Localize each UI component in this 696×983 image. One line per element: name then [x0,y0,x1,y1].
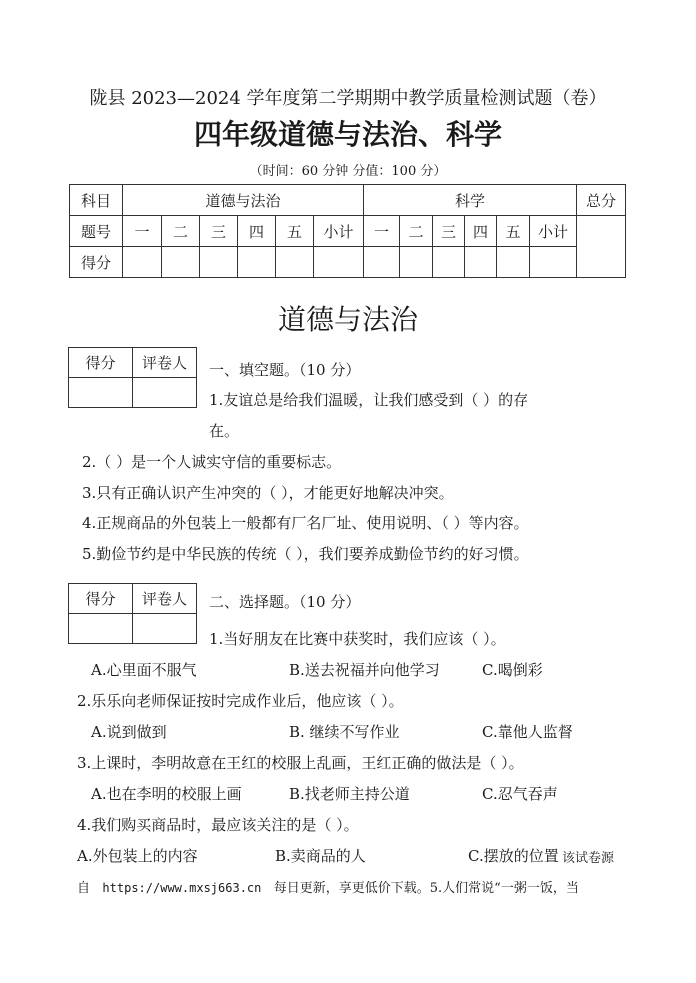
total-label: 总分 [577,185,626,216]
grader-name-label: 评卷人 [133,584,197,614]
subtotal-label: 小计 [314,216,364,247]
question-2-4: 4.我们购买商品时，最应该关注的是（ ）。 [77,816,359,834]
question-number: 五 [276,216,314,247]
watermark-text: 该试卷源 [562,851,615,866]
question-1-1: 1.友谊总是给我们温暖，让我们感受到（ ）的存 [209,391,529,409]
question-number: 四 [465,216,497,247]
footer-suffix: 每日更新，享更低价下载。5.人们常说“一粥一饭，当 [273,881,579,896]
option-2-4-b[interactable]: B.卖商品的人 [275,847,366,865]
question-2-2: 2.乐乐向老师保证按时完成作业后，他应该（ ）。 [77,692,404,710]
total-score-cell[interactable] [577,216,626,278]
grader-box [68,583,197,644]
option-2-1-c[interactable]: C.喝倒彩 [482,661,543,679]
question-number: 一 [123,216,162,247]
score-cell[interactable] [433,247,465,278]
option-2-2-b[interactable]: B. 继续不写作业 [289,723,400,741]
score-label: 得分 [70,247,123,278]
question-number: 四 [238,216,276,247]
option-2-4-c[interactable]: C.摆放的位置 [468,847,559,865]
grader-score-cell[interactable] [69,614,133,644]
question-1-1-cont: 在。 [209,422,240,440]
subject-science: 科学 [364,185,577,216]
question-number: 三 [200,216,238,247]
grader-box [68,347,197,408]
question-number: 二 [400,216,433,247]
option-2-3-c[interactable]: C.忍气吞声 [482,785,558,803]
score-cell[interactable] [162,247,200,278]
grader-name-cell[interactable] [133,378,197,408]
footer-line [77,877,579,896]
option-2-1-a[interactable]: A.心里面不服气 [91,661,197,679]
option-2-3-a[interactable]: A.也在李明的校服上画 [91,785,242,803]
option-2-2-c[interactable]: C.靠他人监督 [482,723,573,741]
option-2-3-b[interactable]: B.找老师主持公道 [289,785,410,803]
score-cell[interactable] [200,247,238,278]
score-cell[interactable] [314,247,364,278]
option-2-4-a[interactable]: A.外包装上的内容 [77,847,198,865]
part1-heading: 一、填空题。（10 分） [209,361,361,379]
subject-label: 科目 [70,185,123,216]
question-1-4: 4.正规商品的外包装上一般都有厂名厂址、使用说明、（ ）等内容。 [82,514,529,532]
question-1-5: 5.勤俭节约是中华民族的传统（ ），我们要养成勤俭节约的好习惯。 [82,545,529,563]
score-table [69,184,626,278]
score-cell[interactable] [364,247,400,278]
question-number: 三 [433,216,465,247]
footer-prefix: 自 [77,881,91,896]
score-cell[interactable] [530,247,577,278]
grader-name-label: 评卷人 [133,348,197,378]
score-table-subject-row [70,185,626,216]
section-title: 道德与法治 [277,303,418,336]
question-1-3: 3.只有正确认识产生冲突的（ ），才能更好地解决冲突。 [82,484,454,502]
exam-name: 陇县 2023—2024 学年度第二学期期中教学质量检测试题（卷） [89,88,607,109]
question-2-3: 3.上课时，李明故意在王红的校服上乱画，王红正确的做法是（ ）。 [77,754,524,772]
question-number: 二 [162,216,200,247]
score-cell[interactable] [123,247,162,278]
option-2-1-b[interactable]: B.送去祝福并向他学习 [289,661,440,679]
score-cell[interactable] [276,247,314,278]
score-cell[interactable] [400,247,433,278]
page-title: 四年级道德与法治、科学 [193,118,502,151]
subtotal-label: 小计 [530,216,577,247]
score-cell[interactable] [238,247,276,278]
score-table-score-row [70,247,626,278]
subject-morality: 道德与法治 [123,185,364,216]
footer-url-link[interactable]: https://www.mxsj663.cn [102,881,262,895]
question-number: 一 [364,216,400,247]
grader-name-cell[interactable] [133,614,197,644]
score-table-number-row [70,216,626,247]
score-cell[interactable] [465,247,497,278]
question-2-1: 1.当好朋友在比赛中获奖时，我们应该（ ）。 [209,630,506,648]
time-score-info: （时间：60 分钟 分值：100 分） [249,164,447,179]
part2-heading: 二、选择题。（10 分） [209,593,361,611]
question-1-2: 2.（ ）是一个人诚实守信的重要标志。 [82,453,342,471]
question-number: 五 [497,216,530,247]
grader-score-label: 得分 [69,348,133,378]
grader-score-label: 得分 [69,584,133,614]
grader-score-cell[interactable] [69,378,133,408]
option-2-2-a[interactable]: A.说到做到 [91,723,167,741]
number-label: 题号 [70,216,123,247]
score-cell[interactable] [497,247,530,278]
